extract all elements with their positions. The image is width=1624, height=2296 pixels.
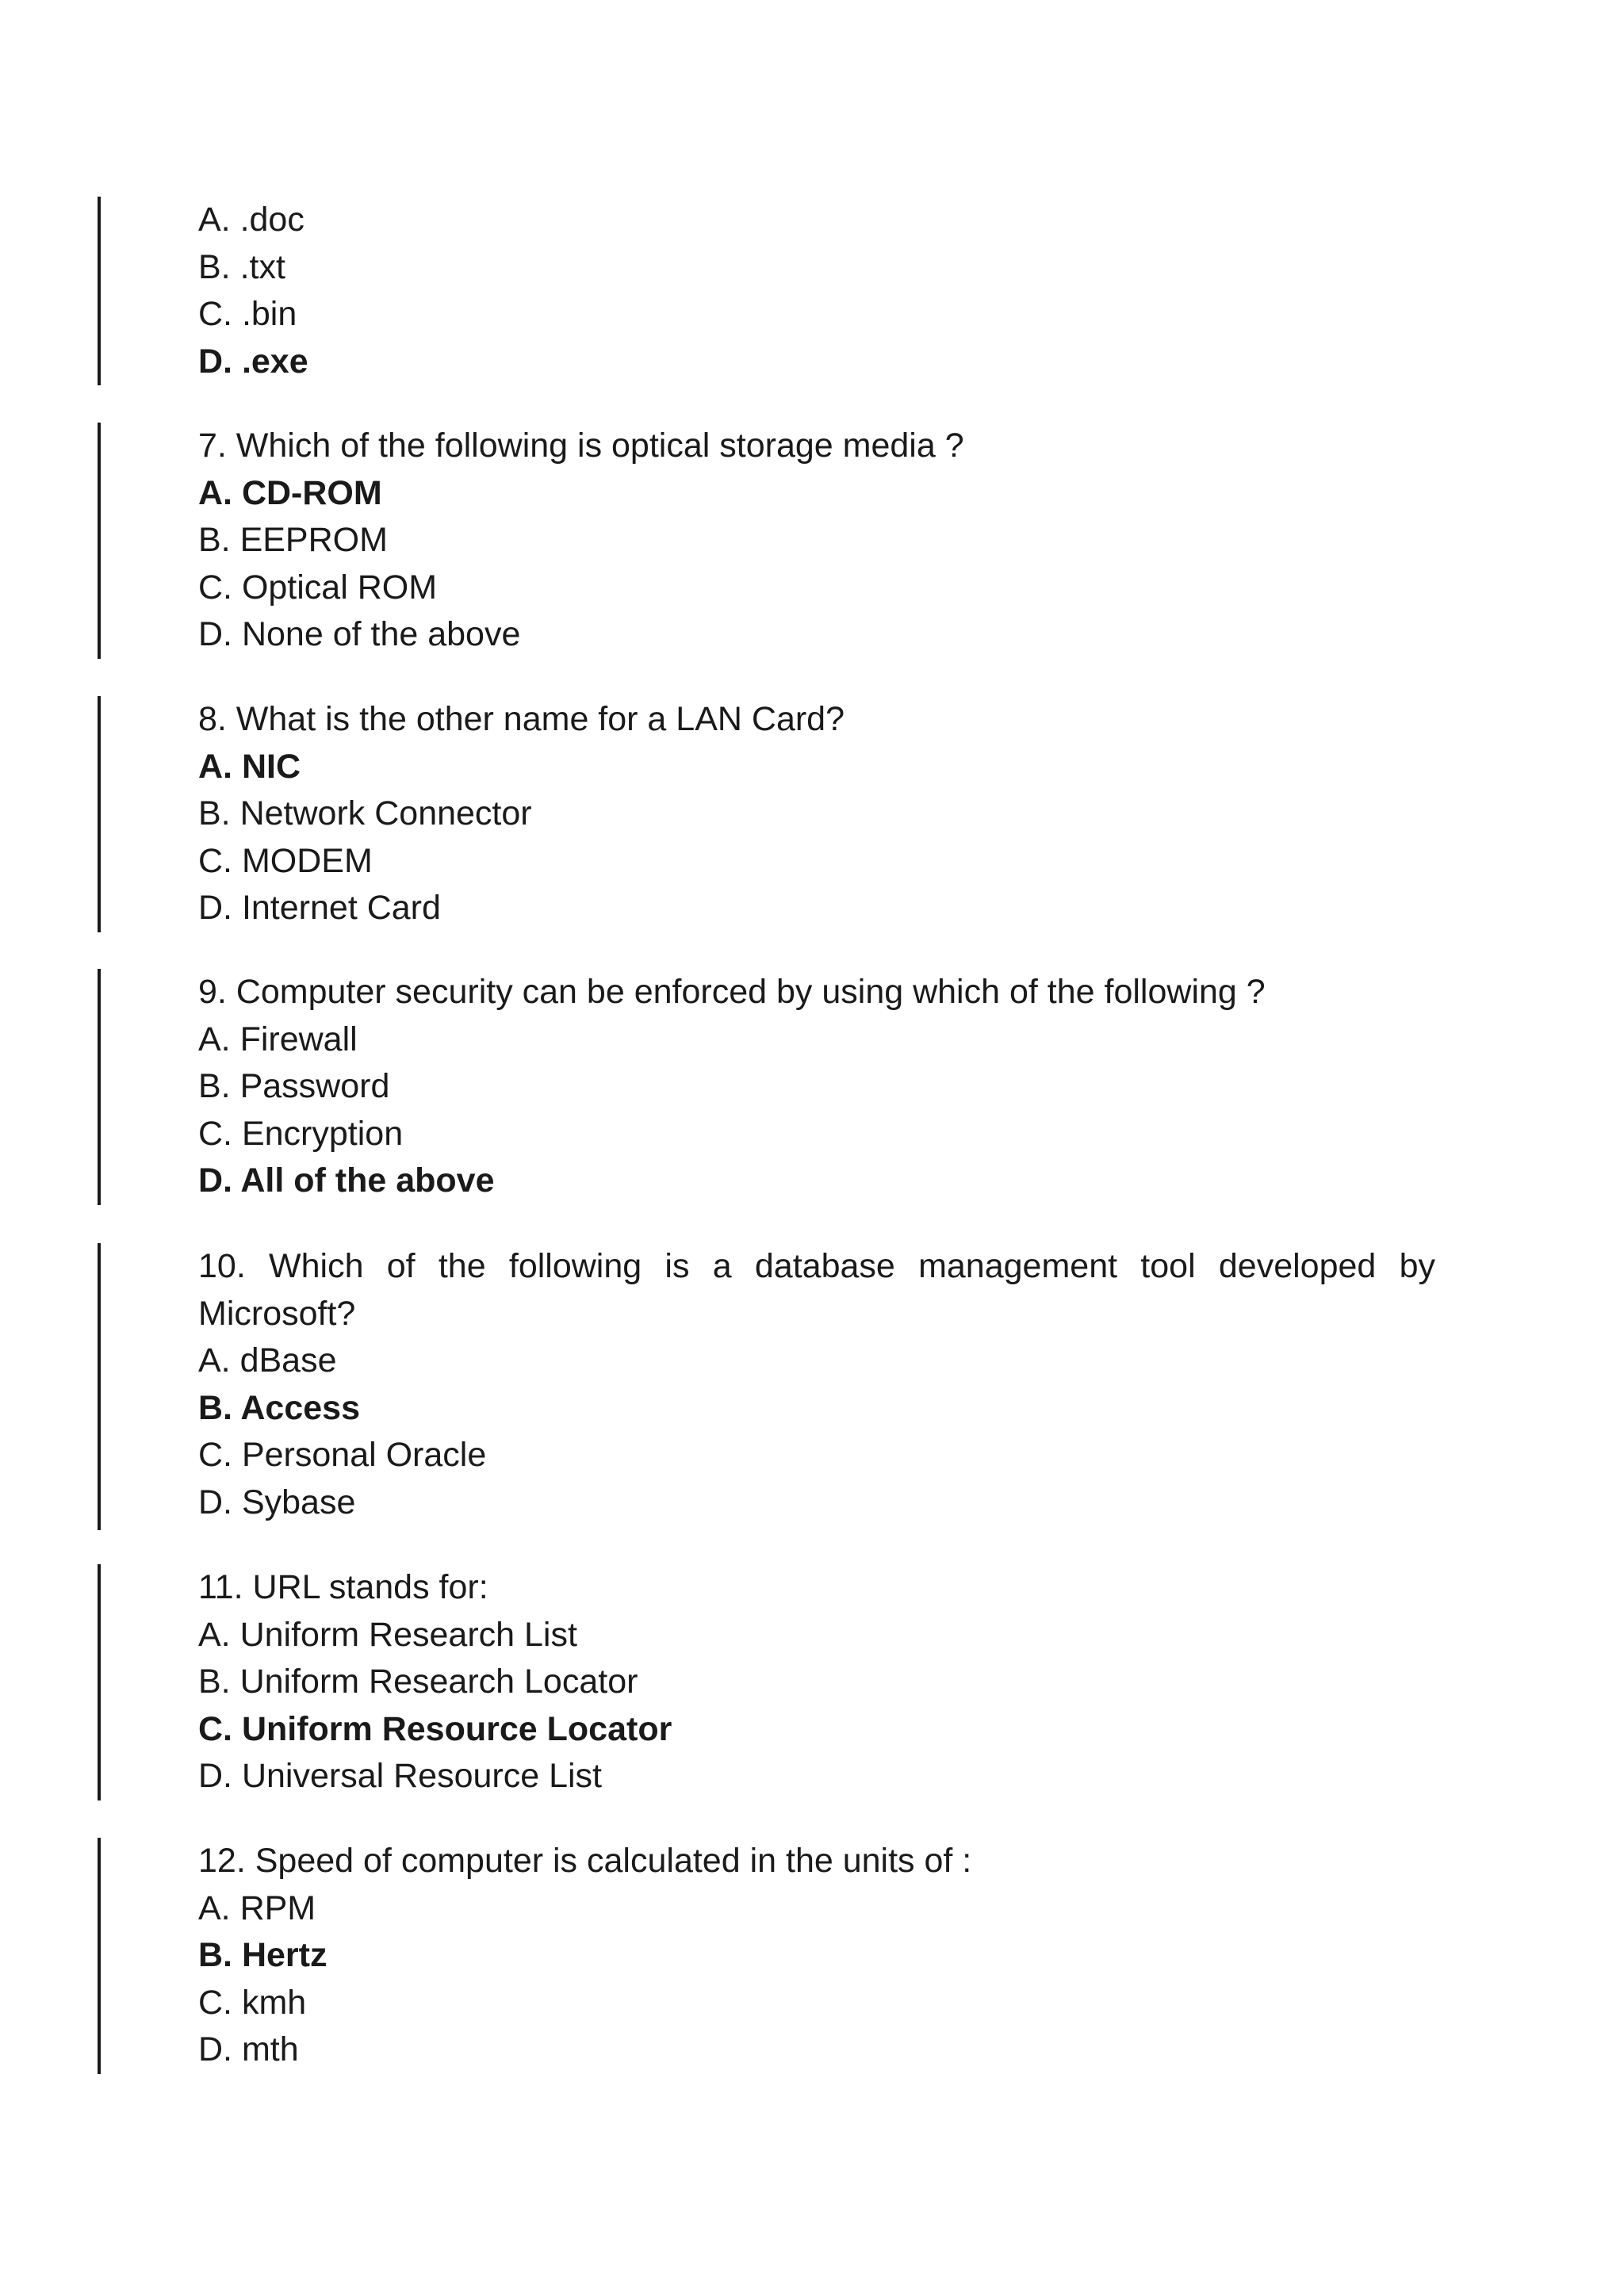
option-d: D. Internet Card: [198, 889, 441, 927]
question-block-6: [198, 197, 1435, 385]
question-block-9: [198, 969, 1435, 1205]
change-bar: [98, 969, 101, 1205]
question-block-7: [198, 423, 1435, 659]
option-b-correct: B. Access: [198, 1388, 360, 1427]
question-text: 9. Computer security can be enforced by using which of the following ?: [198, 973, 1266, 1011]
change-bar: [98, 1243, 101, 1530]
option-a-correct: A. NIC: [198, 747, 301, 786]
question-block-11: [198, 1564, 1435, 1800]
option-a: A. RPM: [198, 1888, 316, 1927]
option-b: B. Network Connector: [198, 794, 532, 832]
question-text: 12. Speed of computer is calculated in the units of :: [198, 1842, 972, 1880]
option-b-correct: B. Hertz: [198, 1936, 327, 1974]
option-c: C. kmh: [198, 1983, 307, 2022]
option-b: B. .txt: [198, 247, 285, 286]
option-d-correct: D. All of the above: [198, 1161, 495, 1200]
option-d: D. mth: [198, 2030, 299, 2068]
change-bar: [98, 197, 101, 385]
option-c-correct: C. Uniform Resource Locator: [198, 1709, 672, 1748]
option-c: C. MODEM: [198, 841, 373, 880]
option-c: C. Optical ROM: [198, 568, 438, 607]
question-block-12: [198, 1838, 1435, 2074]
option-d: D. None of the above: [198, 615, 521, 653]
option-c: C. Encryption: [198, 1114, 404, 1153]
option-b: B. Uniform Research Locator: [198, 1663, 638, 1701]
change-bar: [98, 423, 101, 659]
option-c: C. .bin: [198, 295, 297, 333]
question-block-8: [198, 696, 1435, 932]
option-a: A. dBase: [198, 1341, 337, 1380]
change-bar: [98, 1564, 101, 1800]
option-b: B. Password: [198, 1067, 390, 1105]
question-text: 8. What is the other name for a LAN Card?: [198, 700, 845, 738]
option-a: A. Firewall: [198, 1020, 358, 1058]
question-text: 11. URL stands for:: [198, 1568, 488, 1606]
option-d: D. Sybase: [198, 1483, 356, 1521]
change-bar: [98, 1838, 101, 2074]
option-b: B. EEPROM: [198, 521, 388, 559]
option-d-correct: D. .exe: [198, 342, 308, 381]
question-block-10: [198, 1243, 1435, 1526]
option-a-correct: A. CD-ROM: [198, 473, 382, 512]
option-d: D. Universal Resource List: [198, 1757, 603, 1795]
option-a: A. .doc: [198, 201, 304, 239]
change-bar: [98, 696, 101, 932]
question-text: 10. Which of the following is a database management tool developed by Microsoft?: [198, 1247, 1435, 1333]
question-text: 7. Which of the following is optical storage media ?: [198, 427, 964, 465]
option-a: A. Uniform Research List: [198, 1615, 577, 1654]
option-c: C. Personal Oracle: [198, 1436, 487, 1474]
